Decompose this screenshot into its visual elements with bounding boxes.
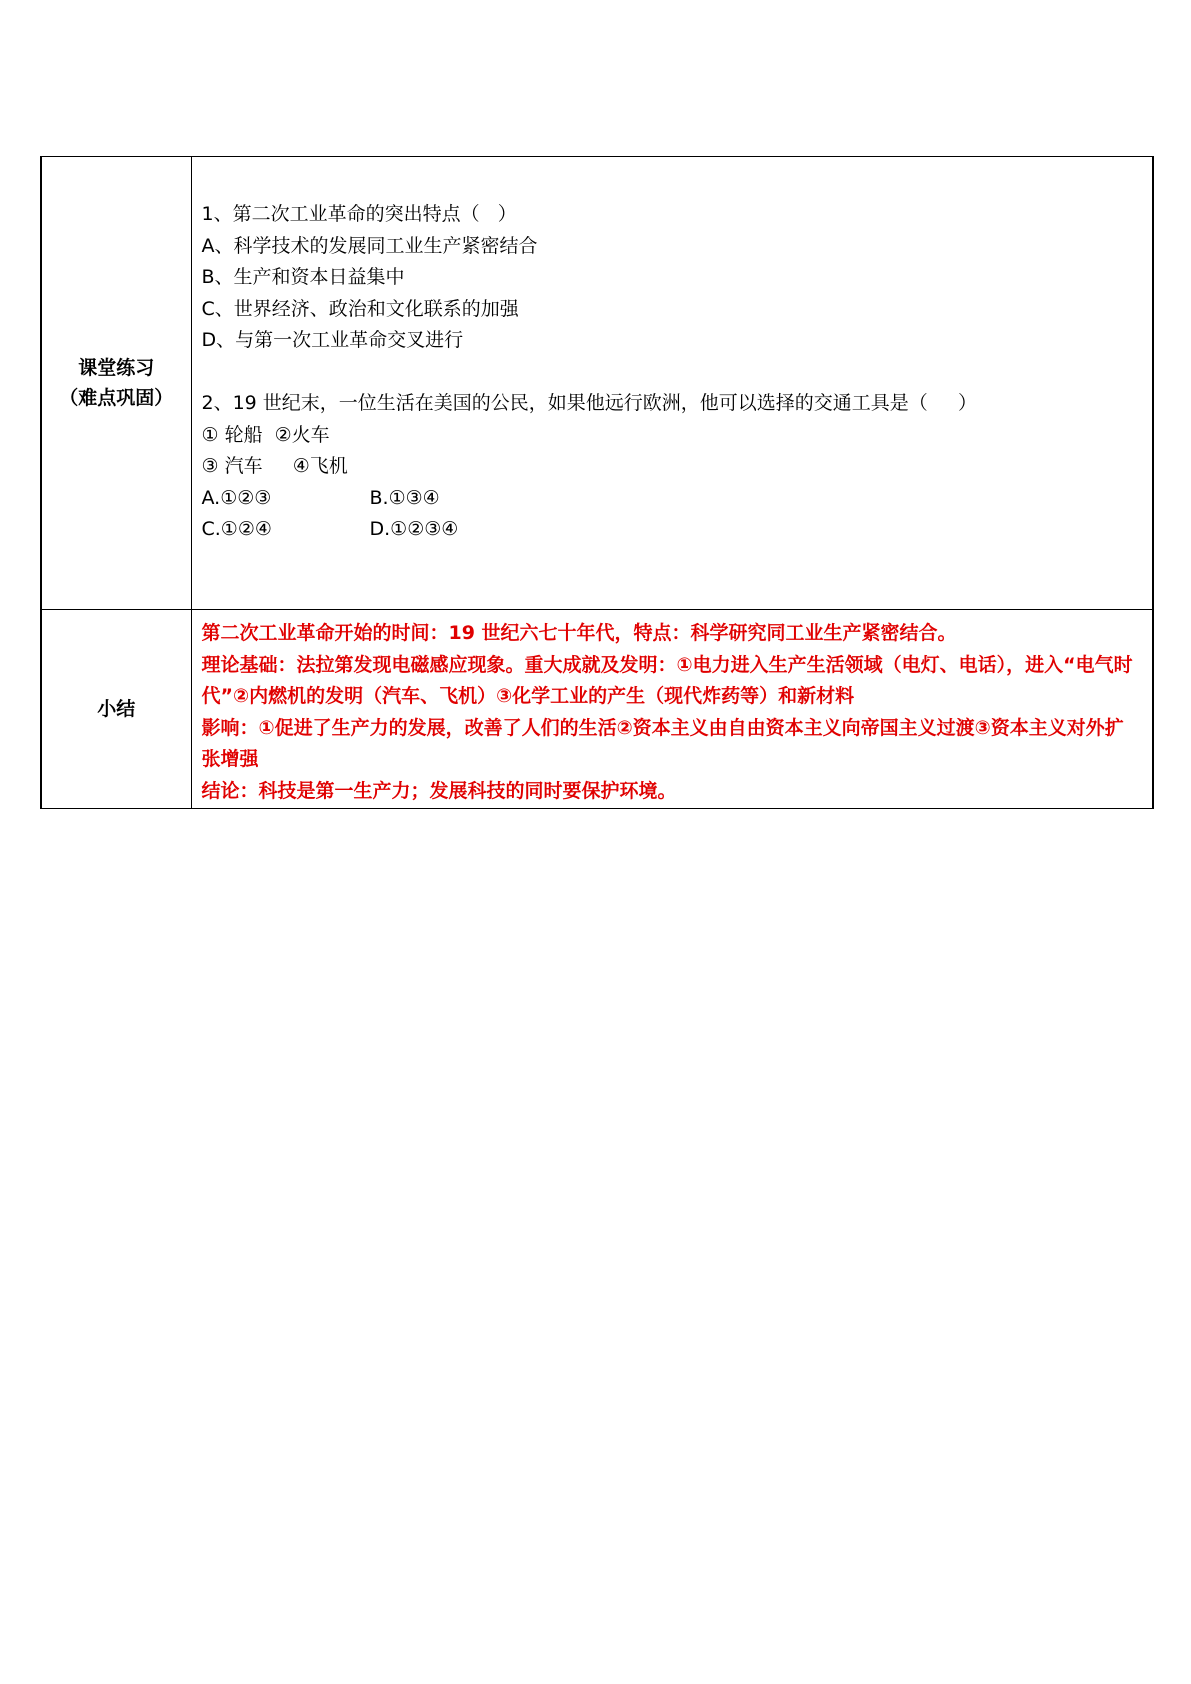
q1-option-c: C、世界经济、政治和文化联系的加强 (201, 297, 519, 320)
exercise-row (41, 157, 1153, 610)
q2-options-row2 (202, 514, 1143, 546)
exercise-content-cell (191, 157, 1153, 610)
q1-option-b: B、生产和资本日益集中 (201, 266, 405, 288)
exercise-label: 课堂练习 (78, 357, 155, 379)
q2-option-b: B.①③④ (369, 486, 440, 509)
q2-option-a: A.①②③ (201, 486, 272, 509)
summary-theory-achievements: 理论基础：法拉第发现电磁感应现象。重大成就及发明：①电力进入生产生活领域（电灯、电话），进入“电气时代”②内燃机的发明（汽车、飞机）③化学工业的产生（现代炸药等）和新材料 (201, 653, 1133, 707)
summary-label-cell (41, 610, 191, 809)
q1-stem: 1、第二次工业革命的突出特点（ ） (201, 203, 517, 225)
summary-time-feature: 第二次工业革命开始的时间：19 世纪六七十年代，特点：科学研究同工业生产紧密结合。 (201, 622, 957, 644)
q2-stem: 2、19 世纪末，一位生活在美国的公民，如果他远行欧洲，他可以选择的交通工具是（ ） (201, 392, 978, 414)
spacer (202, 357, 1143, 389)
summary-row (41, 610, 1153, 809)
q2-option-d: D.①②③④ (369, 518, 459, 540)
exercise-label-cell (41, 157, 191, 610)
q2-items-line1: ① 轮船 ②火车 (201, 423, 330, 446)
lesson-table (40, 156, 1154, 809)
summary-conclusion: 结论：科技是第一生产力；发展科技的同时要保护环境。 (201, 779, 677, 802)
exercise-sublabel: （难点巩固） (59, 387, 174, 409)
q1-option-d: D、与第一次工业革命交叉进行 (201, 329, 464, 351)
q2-items-line2: ③ 汽车 ④飞机 (201, 455, 348, 477)
summary-content (202, 610, 1143, 808)
summary-content-cell (191, 610, 1153, 809)
q1-option-a: A、科学技术的发展同工业生产紧密结合 (201, 234, 538, 257)
q2-option-c: C.①②④ (201, 518, 272, 540)
exercise-content (202, 157, 1143, 609)
summary-impact: 影响：①促进了生产力的发展，改善了人们的生活②资本主义由自由资本主义向帝国主义过渡③资本主义对外扩张增强 (201, 716, 1124, 770)
q2-options-row1 (202, 483, 1143, 515)
summary-label: 小结 (97, 698, 136, 720)
